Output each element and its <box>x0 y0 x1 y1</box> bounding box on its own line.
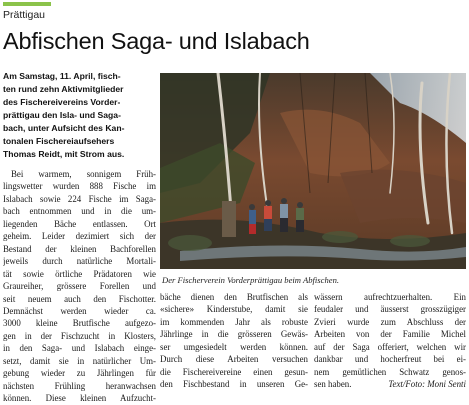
body-line: auf der Saga offeriert, welchen wir <box>314 341 466 352</box>
body-line: bach entnommen und in die um- <box>3 206 156 217</box>
lead-line: bach, unter Aufsicht des Kan- <box>3 123 125 133</box>
body-last-line <box>314 378 466 390</box>
body-line: Islabach sowie 224 Fische im Saga- <box>3 193 156 204</box>
body-line: Durch diese Arbeiten versuchen <box>160 354 308 365</box>
forest-stream-photo <box>160 73 466 269</box>
lead-line: ten rund zehn Aktivmitglieder <box>3 84 124 94</box>
article-headline: Abfischen Saga- und Islabach <box>3 28 310 54</box>
body-line: seit neuem auch den Fischotter. <box>3 293 156 304</box>
body-line: setzt, damit sie in natürlicher Um- <box>3 355 156 366</box>
body-line: im kommenden Jahr als robuste <box>160 316 308 327</box>
lead-line: des Fischereivereins Vorder- <box>3 97 121 107</box>
body-line: feudaler und äusserst grosszügiger <box>314 304 466 315</box>
lead-line: prättigau den Isla- und Saga- <box>3 110 121 120</box>
body-line: Bei warmem, sonnigem Früh- <box>11 169 156 179</box>
photo-caption: Der Fischerverein Vorderprättigau beim Abfischen. <box>162 275 340 285</box>
author-credit: Text/Foto: Moni Senti <box>388 379 466 390</box>
body-line: wässern aufrechtzuerhalten. Ein <box>314 292 466 302</box>
body-line-end: sen haben. <box>314 379 352 390</box>
lead-line: Thomas Reidt, mit Strom aus. <box>3 149 125 159</box>
body-line: nem gemütlichen Schwatz genos- <box>314 366 466 377</box>
lead-line: tonalen Fischereiaufsehers <box>3 136 115 146</box>
body-line: die Fischereivereine einen gesun- <box>160 366 308 377</box>
body-line: 3000 kleine Brutfische aufgezo- <box>3 318 156 329</box>
article-column-3 <box>314 291 466 391</box>
article-lead <box>3 70 156 161</box>
body-line: geheim. Leider dezimiert sich der <box>3 231 156 242</box>
body-line: nächsten Frühling heranwachsen <box>3 380 156 391</box>
article-column-1 <box>3 168 156 405</box>
body-line: gen in der Fischzucht in Klosters, <box>3 330 156 341</box>
body-line: liegenden Bäche entlassen. Ort <box>3 218 156 229</box>
body-line: Jährlinge in die grösseren Gewäs- <box>160 329 308 340</box>
body-line: Graureiher, grössere Forellen und <box>3 281 156 292</box>
section-label: Prättigau <box>3 9 46 21</box>
body-line: lingswetter wurden 888 Fische im <box>3 181 156 192</box>
body-line: in den Saga- und Islabach einge- <box>3 343 156 354</box>
article-photo <box>160 73 466 269</box>
body-line: Demnächst werden wieder ca. <box>3 305 156 316</box>
body-line: dankbar und hocherfreut bei ei- <box>314 354 466 365</box>
body-line: können. Diese kleinen Aufzucht- <box>3 393 156 404</box>
section-accent-bar <box>3 2 51 6</box>
body-line: den Fischbestand in unseren Ge- <box>160 379 308 390</box>
lead-line: Am Samstag, 11. April, fisch- <box>3 71 121 81</box>
body-line: bäche dienen den Brutfischen als <box>160 292 308 302</box>
body-line: gebung wieder zu Jährlingen für <box>3 368 156 379</box>
body-line: Bestand der kleinen Bachforellen <box>3 243 156 254</box>
body-line: jeweils durch natürliche Mortali- <box>3 256 156 267</box>
body-line: Zvieri wurde zum Abschluss der <box>314 316 466 327</box>
body-line: Arbeiten von der Familie Michel <box>314 329 466 340</box>
body-line: ser umgesiedelt werden können. <box>160 341 308 352</box>
body-line: tät sowie örtliche Prädatoren wie <box>3 268 156 279</box>
article-column-2 <box>160 291 308 391</box>
body-line: «sichere» Kinderstube, damit sie <box>160 304 308 315</box>
